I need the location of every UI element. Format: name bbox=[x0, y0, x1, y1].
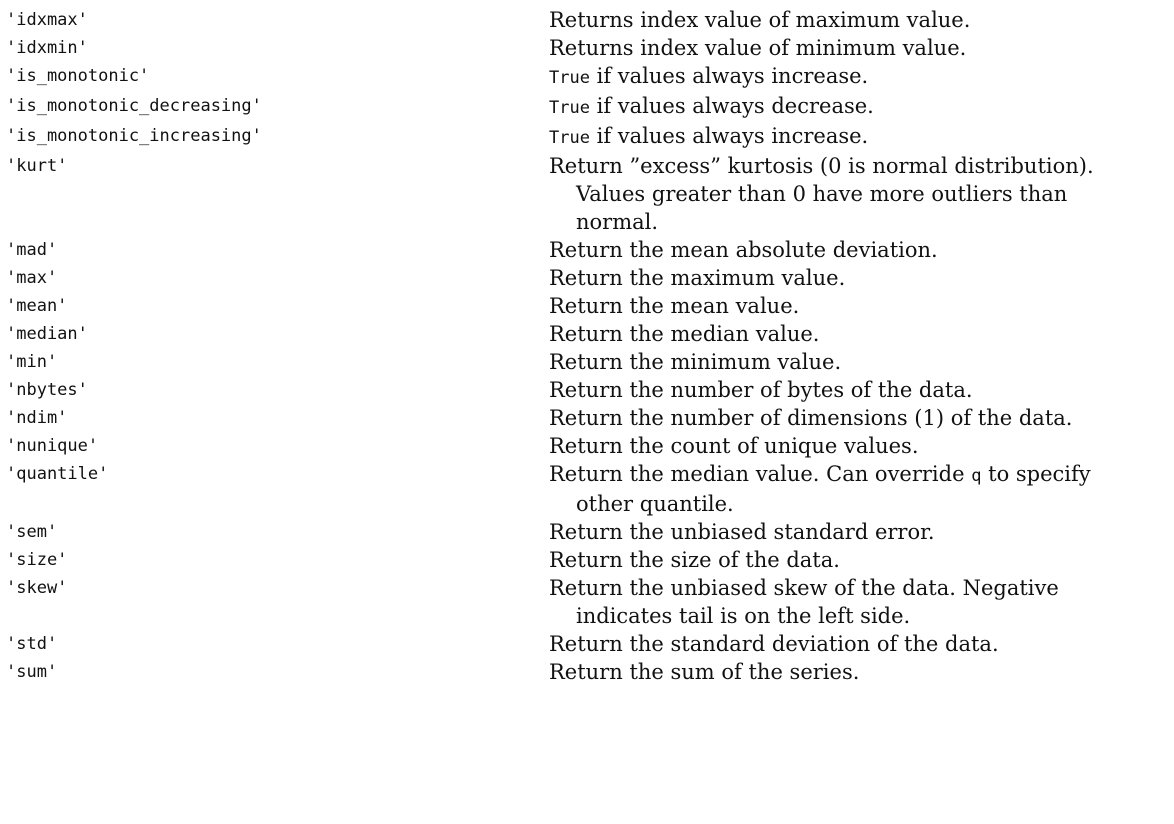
description-text: to specify bbox=[981, 462, 1091, 486]
description-text: Return the size of the data. bbox=[549, 548, 840, 572]
description-line bbox=[549, 264, 1168, 292]
method-description bbox=[549, 264, 1174, 292]
method-name: 'skew' bbox=[6, 578, 68, 598]
table-row bbox=[0, 236, 1174, 264]
description-line bbox=[549, 236, 1168, 264]
table-row bbox=[0, 376, 1174, 404]
method-name: 'mean' bbox=[6, 296, 68, 316]
method-name: 'idxmax' bbox=[6, 10, 88, 30]
description-text: Return ”excess” kurtosis (0 is normal distribution). bbox=[549, 154, 1094, 178]
table-row bbox=[0, 404, 1174, 432]
table-row bbox=[0, 546, 1174, 574]
method-description bbox=[549, 292, 1174, 320]
method-description bbox=[549, 122, 1174, 152]
description-text: Returns index value of maximum value. bbox=[549, 8, 971, 32]
inline-code: True bbox=[549, 68, 590, 88]
method-description bbox=[549, 658, 1174, 686]
description-text: if values always increase. bbox=[589, 124, 869, 148]
table-row bbox=[0, 348, 1174, 376]
description-line bbox=[549, 518, 1168, 546]
description-text: Return the unbiased skew of the data. Negative bbox=[549, 576, 1059, 600]
description-text: normal. bbox=[576, 210, 659, 234]
description-line bbox=[549, 490, 1168, 518]
method-description bbox=[549, 236, 1174, 264]
description-text: Return the number of bytes of the data. bbox=[549, 378, 973, 402]
table-row bbox=[0, 92, 1174, 122]
method-name: 'is_monotonic' bbox=[6, 66, 150, 86]
method-name: 'max' bbox=[6, 268, 58, 288]
method-description bbox=[549, 546, 1174, 574]
description-text: Return the sum of the series. bbox=[549, 660, 860, 684]
method-description-table bbox=[0, 6, 1174, 686]
method-description bbox=[549, 630, 1174, 658]
description-text: Return the standard deviation of the data. bbox=[549, 632, 999, 656]
description-text: Return the mean value. bbox=[549, 294, 800, 318]
method-description bbox=[549, 348, 1174, 376]
description-text: Values greater than 0 have more outliers than bbox=[576, 182, 1068, 206]
method-name: 'kurt' bbox=[6, 156, 68, 176]
method-name: 'min' bbox=[6, 352, 58, 372]
inline-code: True bbox=[549, 98, 590, 118]
table-row bbox=[0, 630, 1174, 658]
description-text: Return the unbiased standard error. bbox=[549, 520, 935, 544]
method-description bbox=[549, 574, 1174, 630]
method-name: 'sum' bbox=[6, 662, 58, 682]
description-text: Return the number of dimensions (1) of the data. bbox=[549, 406, 1073, 430]
table-row bbox=[0, 574, 1174, 630]
method-name: 'median' bbox=[6, 324, 88, 344]
method-description bbox=[549, 404, 1174, 432]
description-text: if values always decrease. bbox=[589, 94, 874, 118]
description-line bbox=[549, 546, 1168, 574]
method-description bbox=[549, 6, 1174, 34]
table-row bbox=[0, 460, 1174, 518]
table-row bbox=[0, 518, 1174, 546]
description-text: other quantile. bbox=[576, 492, 734, 516]
description-line bbox=[549, 34, 1168, 62]
method-name: 'mad' bbox=[6, 240, 58, 260]
table-row bbox=[0, 152, 1174, 236]
description-line bbox=[549, 348, 1168, 376]
description-text: Returns index value of minimum value. bbox=[549, 36, 967, 60]
method-description bbox=[549, 376, 1174, 404]
method-name: 'nbytes' bbox=[6, 380, 88, 400]
description-line bbox=[549, 152, 1168, 180]
method-description bbox=[549, 518, 1174, 546]
description-line bbox=[549, 92, 1168, 122]
method-description bbox=[549, 460, 1174, 518]
description-line bbox=[549, 320, 1168, 348]
description-text: Return the mean absolute deviation. bbox=[549, 238, 938, 262]
method-name: 'nunique' bbox=[6, 436, 99, 456]
method-description bbox=[549, 320, 1174, 348]
description-text: Return the median value. bbox=[549, 322, 820, 346]
method-name: 'size' bbox=[6, 550, 68, 570]
table-row bbox=[0, 292, 1174, 320]
method-name: 'is_monotonic_increasing' bbox=[6, 126, 262, 146]
method-name: 'quantile' bbox=[6, 464, 109, 484]
inline-code: True bbox=[549, 128, 590, 148]
description-text: Return the minimum value. bbox=[549, 350, 842, 374]
table-row bbox=[0, 432, 1174, 460]
method-name: 'std' bbox=[6, 634, 58, 654]
method-description bbox=[549, 62, 1174, 92]
description-line bbox=[549, 602, 1168, 630]
description-line bbox=[549, 460, 1168, 490]
method-description bbox=[549, 432, 1174, 460]
description-line bbox=[549, 574, 1168, 602]
inline-code: q bbox=[971, 466, 982, 486]
method-description bbox=[549, 34, 1174, 62]
description-line bbox=[549, 404, 1168, 432]
method-name: 'sem' bbox=[6, 522, 58, 542]
method-description bbox=[549, 92, 1174, 122]
description-line bbox=[549, 630, 1168, 658]
description-line bbox=[549, 180, 1168, 208]
table-row bbox=[0, 320, 1174, 348]
table-row bbox=[0, 658, 1174, 686]
description-text: Return the count of unique values. bbox=[549, 434, 919, 458]
table-row bbox=[0, 122, 1174, 152]
description-line bbox=[549, 292, 1168, 320]
table-row bbox=[0, 34, 1174, 62]
description-line bbox=[549, 376, 1168, 404]
description-text: Return the median value. Can override bbox=[549, 462, 972, 486]
description-line bbox=[549, 62, 1168, 92]
method-description bbox=[549, 152, 1174, 236]
description-line bbox=[549, 122, 1168, 152]
description-text: indicates tail is on the left side. bbox=[576, 604, 911, 628]
description-line bbox=[549, 208, 1168, 236]
description-line bbox=[549, 658, 1168, 686]
method-name: 'idxmin' bbox=[6, 38, 88, 58]
table-row bbox=[0, 62, 1174, 92]
method-name: 'ndim' bbox=[6, 408, 68, 428]
description-text: Return the maximum value. bbox=[549, 266, 846, 290]
table-row bbox=[0, 264, 1174, 292]
description-text: if values always increase. bbox=[589, 64, 869, 88]
method-name: 'is_monotonic_decreasing' bbox=[6, 96, 262, 116]
description-line bbox=[549, 432, 1168, 460]
description-line bbox=[549, 6, 1168, 34]
table-row bbox=[0, 6, 1174, 34]
